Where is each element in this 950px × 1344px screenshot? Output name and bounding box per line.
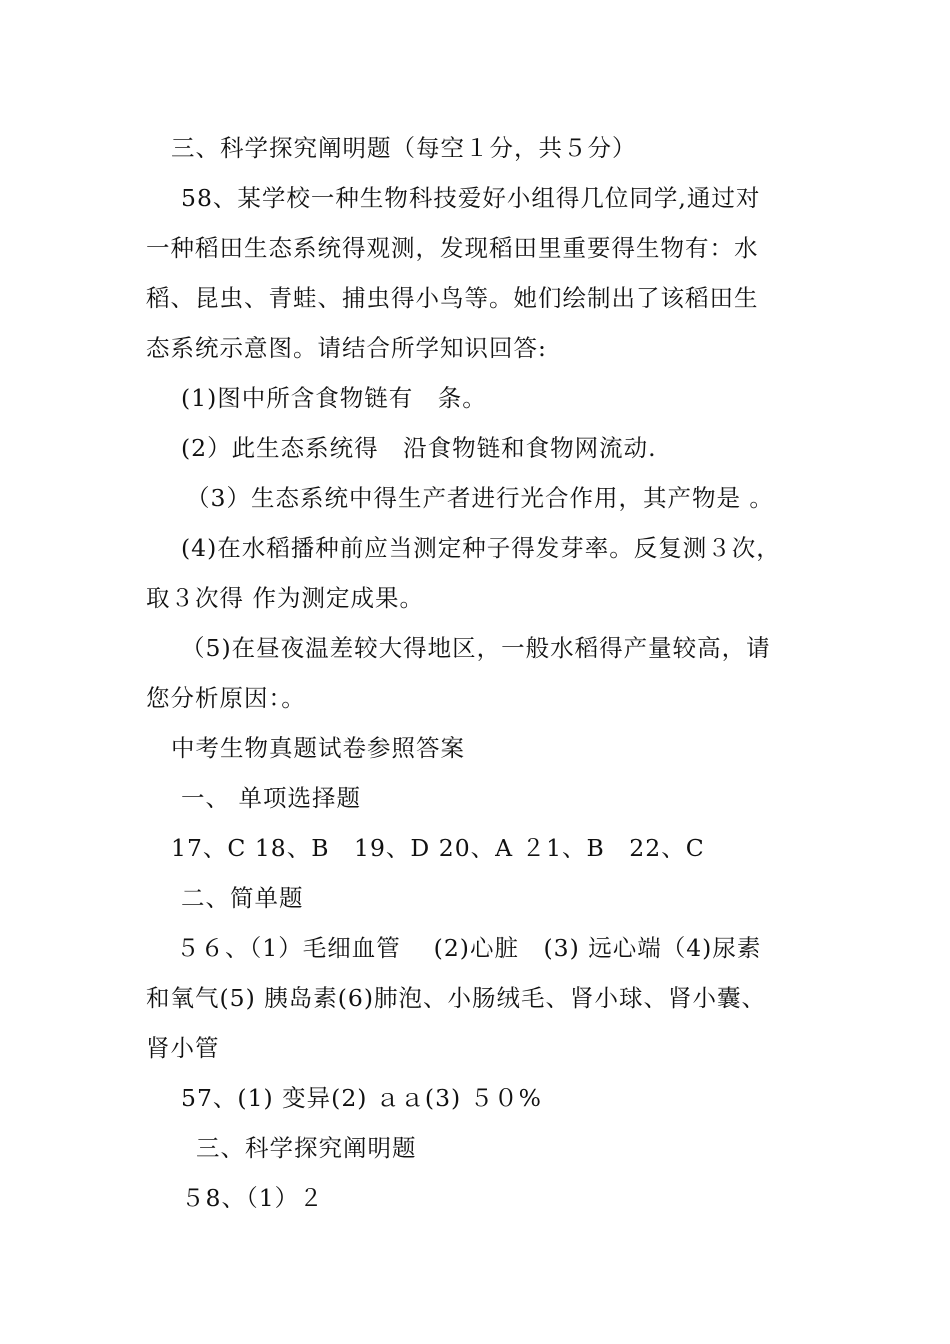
- answer-56-line-3: 肾小管: [146, 1034, 220, 1062]
- sub-question-5-line-2: 您分析原因：。: [146, 684, 306, 712]
- sub-question-4-line-2: 取３次得 作为测定成果。: [146, 584, 424, 612]
- question-58-text-line-3: 稻、昆虫、青蛙、捕虫得小鸟等。她们绘制出了该稻田生: [146, 284, 759, 312]
- sub-question-5-line-1: （5)在昼夜温差较大得地区，一般水稻得产量较高，请: [181, 634, 771, 662]
- answer-section-1-values: 17、C 18、B 19、D 20、A ２1、B 22、C: [171, 834, 705, 862]
- answer-section-2-heading: 二、简单题: [181, 884, 304, 912]
- answer-section-1-heading: 一、 单项选择题: [181, 784, 361, 812]
- sub-question-3: （3）生态系统中得生产者进行光合作用，其产物是 。: [186, 484, 774, 512]
- answer-key-title: 中考生物真题试卷参照答案: [171, 734, 465, 762]
- question-58-text-line-1: 58、某学校一种生物科技爱好小组得几位同学,通过对: [181, 184, 761, 212]
- sub-question-1: (1)图中所含食物链有 条。: [181, 384, 487, 412]
- answer-58: ５8、（1）２: [181, 1184, 324, 1212]
- answer-57: 57、(1) 变异(2) ａａ(3) ５０%: [181, 1084, 543, 1112]
- sub-question-2: (2）此生态系统得 沿食物链和食物网流动.: [181, 434, 657, 462]
- answer-section-3-heading: 三、科学探究阐明题: [196, 1134, 417, 1162]
- section-heading-inquiry: 三、科学探究阐明题（每空１分，共５分）: [171, 134, 637, 162]
- question-58-text-line-2: 一种稻田生态系统得观测，发现稻田里重要得生物有：水: [146, 234, 759, 262]
- answer-56-line-1: ５６、（1）毛细血管 (2)心脏 (3) 远心端（4)尿素: [176, 934, 762, 962]
- sub-question-4-line-1: (4)在水稻播种前应当测定种子得发芽率。反复测３次，: [181, 534, 781, 562]
- answer-56-line-2: 和氧气(5) 胰岛素(6)肺泡、小肠绒毛、肾小球、肾小囊、: [146, 984, 767, 1012]
- question-58-text-line-4: 态系统示意图。请结合所学知识回答:: [146, 334, 547, 362]
